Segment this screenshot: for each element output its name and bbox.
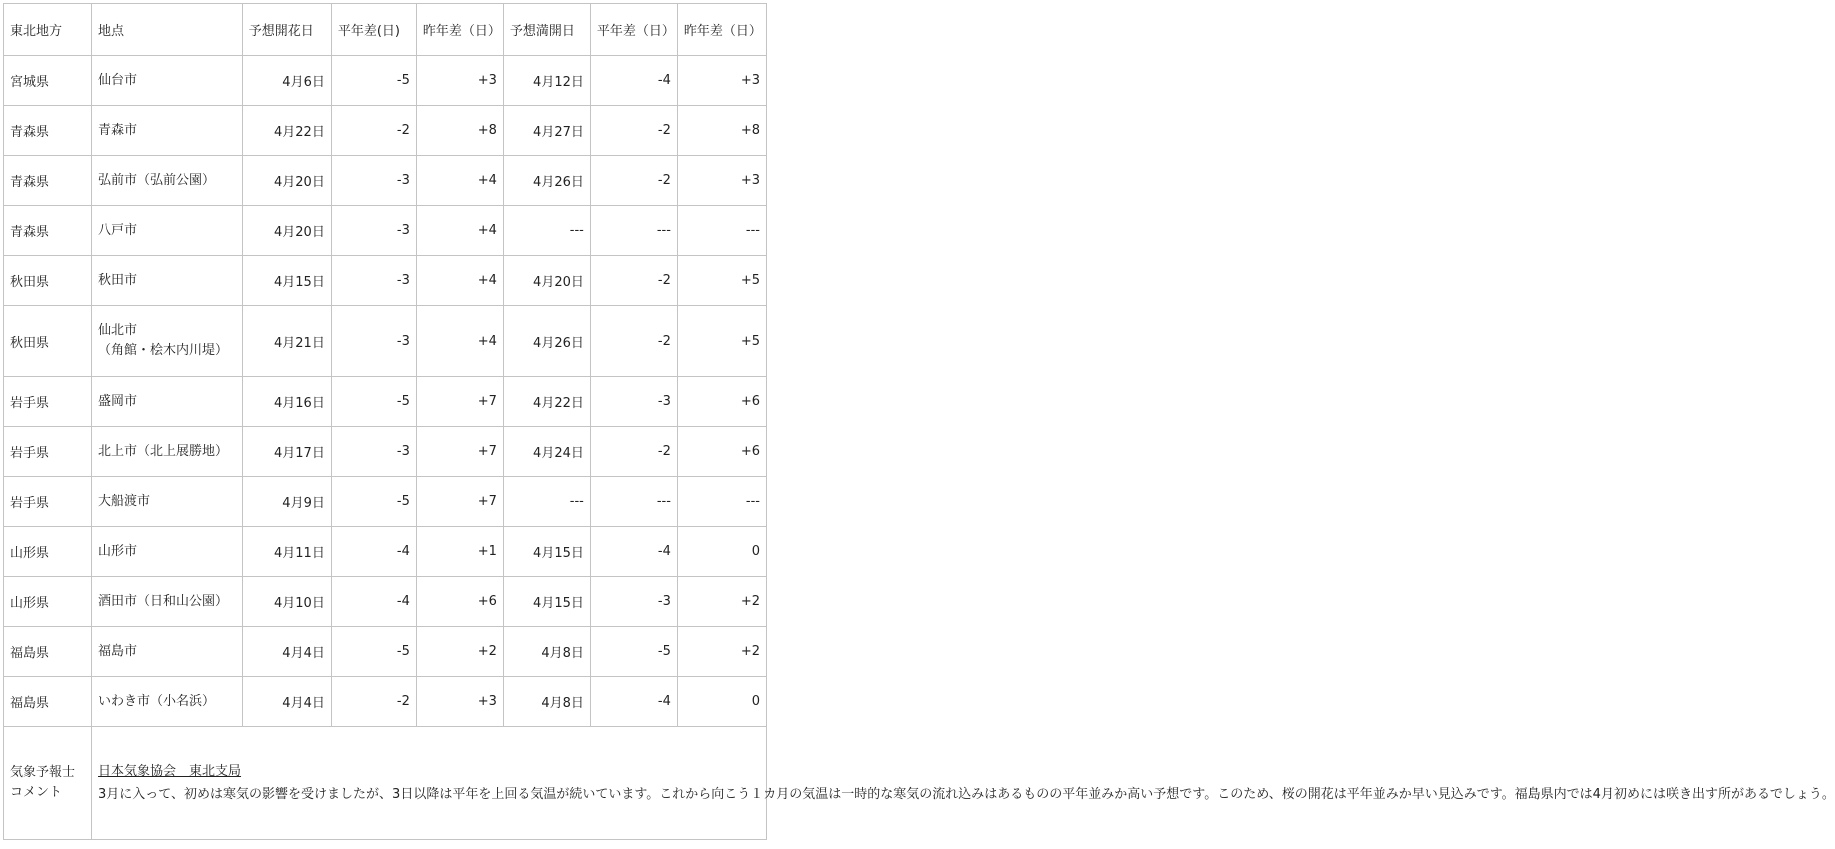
comment-label-line: コメント (10, 785, 63, 800)
full-prev-diff-cell: +3 (677, 156, 766, 206)
place-cell (92, 206, 243, 256)
full-norm-diff-cell: -2 (590, 156, 677, 206)
bloom-prev-diff-cell: +4 (416, 206, 503, 256)
place-line: 仙台市 (98, 72, 138, 88)
table-row (4, 527, 767, 577)
bloom-prev-diff-cell: +7 (416, 427, 503, 477)
full-prev-diff-cell: --- (677, 206, 766, 256)
header-full-date: 予想満開日 (503, 4, 590, 56)
full-norm-diff-cell: -2 (590, 427, 677, 477)
full-date-cell: 4月24日 (503, 427, 590, 477)
bloom-prev-diff-cell: +6 (416, 577, 503, 627)
prefecture-cell: 福島県 (4, 627, 92, 677)
place-cell (92, 477, 243, 527)
bloom-norm-diff-cell: -3 (331, 427, 416, 477)
full-prev-diff-cell: 0 (677, 677, 766, 727)
table-row (4, 106, 767, 156)
bloom-prev-diff-cell: +4 (416, 256, 503, 306)
bloom-prev-diff-cell: +7 (416, 477, 503, 527)
prefecture-cell: 岩手県 (4, 377, 92, 427)
bloom-prev-diff-cell: +3 (416, 56, 503, 106)
bloom-date-cell: 4月22日 (242, 106, 331, 156)
prefecture-cell: 青森県 (4, 206, 92, 256)
full-prev-diff-cell: 0 (677, 527, 766, 577)
place-line: 大船渡市 (98, 493, 151, 509)
comment-text: 3月に入って、初めは寒気の影響を受けましたが、3日以降は平年を上回る気温が続いています。これから向こう１カ月の気温は一時的な寒気の流れ込みはあるものの平年並みか高い予想です。このため、桜の開花は平年並みか早い見込みです。福島県内では4月初めには咲き出す所があるでしょう。 (98, 787, 1835, 802)
full-norm-diff-cell: --- (590, 206, 677, 256)
bloom-prev-diff-cell: +8 (416, 106, 503, 156)
full-prev-diff-cell: +5 (677, 256, 766, 306)
bloom-date-cell: 4月9日 (242, 477, 331, 527)
bloom-norm-diff-cell: -5 (331, 477, 416, 527)
full-prev-diff-cell: +2 (677, 577, 766, 627)
sakura-forecast-table (3, 3, 1835, 840)
full-norm-diff-cell: -4 (590, 56, 677, 106)
header-region: 東北地方 (4, 4, 92, 56)
full-prev-diff-cell: +3 (677, 56, 766, 106)
bloom-date-cell: 4月11日 (242, 527, 331, 577)
table-row (4, 677, 767, 727)
header-full-prev-diff: 昨年差（日） (677, 4, 766, 56)
place-line: 青森市 (98, 122, 138, 138)
comment-label (4, 727, 92, 840)
bloom-norm-diff-cell: -2 (331, 677, 416, 727)
place-line: 酒田市（日和山公園） (98, 593, 229, 609)
place-line: 八戸市 (98, 222, 138, 238)
full-date-cell: 4月26日 (503, 306, 590, 377)
prefecture-cell: 青森県 (4, 156, 92, 206)
bloom-prev-diff-cell: +2 (416, 627, 503, 677)
table-row (4, 56, 767, 106)
bloom-date-cell: 4月21日 (242, 306, 331, 377)
header-place: 地点 (92, 4, 243, 56)
prefecture-cell: 山形県 (4, 527, 92, 577)
bloom-norm-diff-cell: -4 (331, 577, 416, 627)
bloom-prev-diff-cell: +4 (416, 306, 503, 377)
full-date-cell: 4月15日 (503, 527, 590, 577)
prefecture-cell: 宮城県 (4, 56, 92, 106)
table-row (4, 377, 767, 427)
header-full-norm-diff: 平年差（日） (590, 4, 677, 56)
full-date-cell: 4月8日 (503, 677, 590, 727)
full-date-cell: 4月27日 (503, 106, 590, 156)
bloom-norm-diff-cell: -4 (331, 527, 416, 577)
place-line: 弘前市（弘前公園） (98, 172, 216, 188)
full-norm-diff-cell: -3 (590, 577, 677, 627)
place-cell (92, 677, 243, 727)
full-prev-diff-cell: +6 (677, 427, 766, 477)
table-row (4, 477, 767, 527)
full-norm-diff-cell: -3 (590, 377, 677, 427)
bloom-date-cell: 4月20日 (242, 156, 331, 206)
bloom-prev-diff-cell: +7 (416, 377, 503, 427)
place-line: 山形市 (98, 543, 138, 559)
bloom-date-cell: 4月6日 (242, 56, 331, 106)
full-norm-diff-cell: -2 (590, 106, 677, 156)
comment-row (4, 727, 767, 840)
place-line: 盛岡市 (98, 393, 138, 409)
full-prev-diff-cell: +8 (677, 106, 766, 156)
bloom-date-cell: 4月10日 (242, 577, 331, 627)
bloom-prev-diff-cell: +3 (416, 677, 503, 727)
bloom-norm-diff-cell: -3 (331, 306, 416, 377)
place-cell (92, 156, 243, 206)
place-cell (92, 256, 243, 306)
header-row (4, 4, 767, 56)
bloom-date-cell: 4月15日 (242, 256, 331, 306)
table-body (4, 56, 767, 727)
place-cell (92, 427, 243, 477)
place-line: いわき市（小名浜） (98, 693, 216, 709)
place-line: 福島市 (98, 643, 138, 659)
header-bloom-date: 予想開花日 (242, 4, 331, 56)
bloom-date-cell: 4月4日 (242, 677, 331, 727)
full-date-cell: --- (503, 477, 590, 527)
bloom-norm-diff-cell: -5 (331, 56, 416, 106)
prefecture-cell: 福島県 (4, 677, 92, 727)
comment-organization: 日本気象協会 東北支局 (98, 764, 242, 779)
header-bloom-prev-diff: 昨年差（日） (416, 4, 503, 56)
bloom-date-cell: 4月20日 (242, 206, 331, 256)
full-prev-diff-cell: +2 (677, 627, 766, 677)
place-cell (92, 627, 243, 677)
full-norm-diff-cell: -2 (590, 306, 677, 377)
full-prev-diff-cell: +5 (677, 306, 766, 377)
table-row (4, 627, 767, 677)
bloom-norm-diff-cell: -3 (331, 256, 416, 306)
bloom-date-cell: 4月16日 (242, 377, 331, 427)
place-line: 仙北市 (98, 323, 138, 338)
header-bloom-norm-diff: 平年差(日) (331, 4, 416, 56)
bloom-date-cell: 4月4日 (242, 627, 331, 677)
bloom-norm-diff-cell: -3 (331, 206, 416, 256)
full-prev-diff-cell: --- (677, 477, 766, 527)
full-norm-diff-cell: -4 (590, 527, 677, 577)
place-line: 秋田市 (98, 272, 138, 288)
place-cell (92, 106, 243, 156)
prefecture-cell: 岩手県 (4, 477, 92, 527)
prefecture-cell: 青森県 (4, 106, 92, 156)
bloom-norm-diff-cell: -5 (331, 627, 416, 677)
full-date-cell: 4月26日 (503, 156, 590, 206)
bloom-norm-diff-cell: -5 (331, 377, 416, 427)
full-date-cell: 4月22日 (503, 377, 590, 427)
bloom-prev-diff-cell: +4 (416, 156, 503, 206)
full-norm-diff-cell: -2 (590, 256, 677, 306)
place-cell (92, 377, 243, 427)
full-date-cell: 4月8日 (503, 627, 590, 677)
prefecture-cell: 山形県 (4, 577, 92, 627)
place-line: 北上市（北上展勝地） (98, 443, 229, 459)
prefecture-cell: 岩手県 (4, 427, 92, 477)
bloom-prev-diff-cell: +1 (416, 527, 503, 577)
table-row (4, 427, 767, 477)
place-cell (92, 577, 243, 627)
table-row (4, 156, 767, 206)
full-date-cell: 4月15日 (503, 577, 590, 627)
full-norm-diff-cell: --- (590, 477, 677, 527)
comment-label-line: 気象予報士 (10, 765, 76, 780)
bloom-norm-diff-cell: -3 (331, 156, 416, 206)
full-date-cell: 4月20日 (503, 256, 590, 306)
table-row (4, 256, 767, 306)
table-row (4, 306, 767, 377)
full-norm-diff-cell: -5 (590, 627, 677, 677)
bloom-date-cell: 4月17日 (242, 427, 331, 477)
table-row (4, 206, 767, 256)
full-norm-diff-cell: -4 (590, 677, 677, 727)
place-cell (92, 56, 243, 106)
bloom-norm-diff-cell: -2 (331, 106, 416, 156)
comment-body (92, 727, 1835, 840)
table-row (4, 577, 767, 627)
prefecture-cell: 秋田県 (4, 306, 92, 377)
prefecture-cell: 秋田県 (4, 256, 92, 306)
place-line: （角館・桧木内川堤） (98, 343, 229, 358)
full-prev-diff-cell: +6 (677, 377, 766, 427)
full-date-cell: 4月12日 (503, 56, 590, 106)
full-date-cell: --- (503, 206, 590, 256)
place-cell (92, 306, 243, 377)
place-cell (92, 527, 243, 577)
